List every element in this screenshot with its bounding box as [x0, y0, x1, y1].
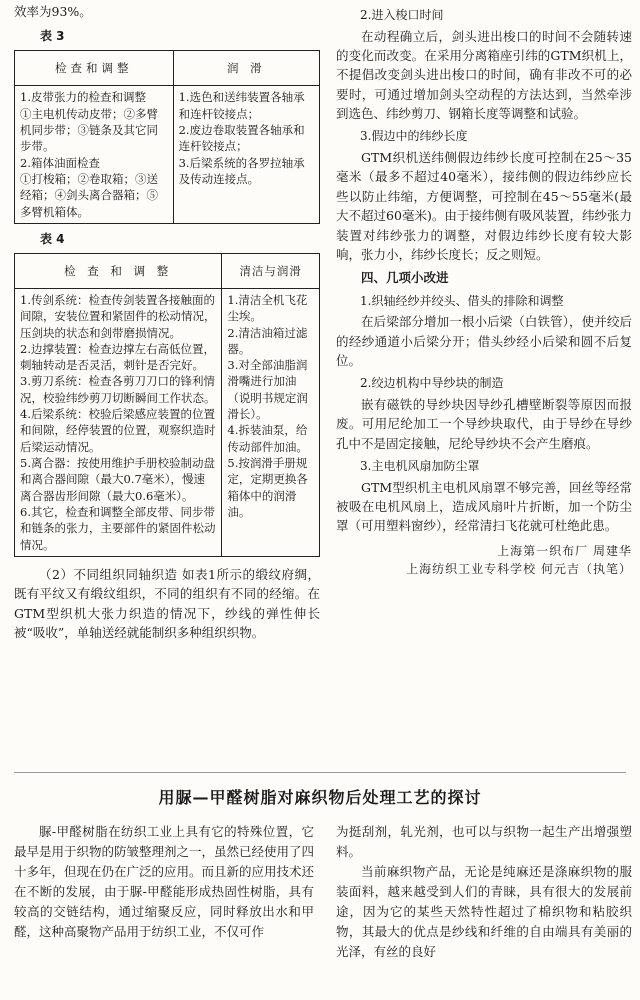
table3-header-right: 润 滑 [173, 50, 319, 85]
table4-left-cell [15, 288, 222, 556]
article-title: 用脲—甲醛树脂对麻织物后处理工艺的探讨 [158, 788, 482, 807]
section-4-title: 四、几项小改进 [361, 270, 449, 286]
table4-label: 表 4 [40, 231, 65, 246]
table4-right-line: 2.清洁油箱过滤器。 [227, 325, 308, 356]
table3-right-line: 3.后梁系统的各罗拉轴承及传动连接点。 [178, 155, 305, 186]
improvement-1-title: 1.织轴经纱并绞头、借头的排除和调整 [360, 293, 564, 308]
table3-left-line: 2.箱体油面检查 [20, 155, 100, 170]
article-right-paragraph-1: 为挺刮剂，轧光剂，也可以与织物一起生产出增强塑料。 [336, 824, 632, 859]
table4-left-line: 5.离合器：按使用维护手册校验制动盘和离合器间隙（最大0.7毫米），慢速离合器齿形间隙（最大0.6毫米）。 [20, 456, 215, 503]
article-right-column [336, 822, 632, 962]
article-right-paragraph-2: 当前麻织物产品，无论是纯麻还是涤麻织物的服装面料，越来越受到人们的青睐，具有很大的发展前途，因为它的某些天然特性超过了棉织物和粘胶织物，其最大的优点是纱线和纤维的自由端具有美丽的光泽，有丝的良好 [336, 864, 632, 959]
table4-right-cell [222, 288, 320, 556]
table3-header-left: 检查和调整 [15, 50, 174, 85]
table4-right-line: 5.按润滑手册规定，定期更换各箱体中的润滑油。 [227, 456, 308, 520]
efficiency-line: 效率为93%。 [14, 4, 92, 19]
left-column [14, 2, 320, 643]
table3-left-line: 1.皮带张力的检查和调整 [20, 90, 146, 105]
table3-left-line: ①主电机传动皮带；②多臂机同步带；③链条及其它同步带。 [20, 106, 158, 154]
table4-left-line: 1.传剑系统：检查传剑装置各接触面的间隙，安装位置和紧固件的松动情况，压剑块的状态和剑带磨损情况。 [20, 292, 216, 340]
section-2-title: 2.进入梭口时间 [360, 8, 444, 22]
table4-right-line: 1.清洁全机飞花尘埃。 [227, 292, 308, 324]
table3-right-line: 1.选色和送纬装置各轴承和连杆铰接点； [178, 90, 305, 121]
table3-left-line: ①打梭箱；②卷取箱；③送经箱；④剑头离合器箱；⑤多臂机箱体。 [20, 171, 158, 219]
table3-right-cell [173, 86, 319, 224]
improvement-2-text: 嵌有磁铁的导纱块因导纱孔槽壁断裂等原因而报废。可用尼纶加工一个导纱块取代，由于导纱在导纱孔中不是固定接触，尼纶导纱块不会产生磨痕。 [336, 397, 632, 451]
table3 [14, 50, 320, 224]
table3-right-line: 2.废边卷取装置各轴承和连杆铰接点； [178, 122, 305, 154]
section-2-text: 在动程确立后，剑头进出梭口的时间不会随转速的变化而改变。在采用分离箱座引纬的GTM织机上，不提倡改变剑头进出梭口的时间，确有非改不可的必要时，可通过增加剑头空动程的方法达到，当然牵涉到选色、纬纱剪刀、钢箱长度等调整和试验。 [336, 28, 632, 122]
weave-paragraph: （2）不同组织同轴织造 如表1所示的缎纹府绸，既有平纹又有缎纹组织，不同的组织有不同的经缩。在GTM型织机大张力织造的情况下，纱线的弹性伸长被“吸收”，单轴送经就能制织多种组织织物。 [14, 567, 320, 641]
improvement-1-text: 在后梁部分增加一根小后梁（白铁管），使并绞后的经纱通道小后梁分开；借头纱经小后梁和圆不后复位。 [336, 314, 632, 369]
table4-header-left: 检 查 和 调 整 [15, 253, 222, 288]
table3-left-cell [15, 86, 174, 224]
table4 [14, 253, 320, 558]
article-left-text: 脲-甲醛树脂在纺织工业上具有它的特殊位置，它最早是用于织物的防皱整理剂之一，虽然已经使用了四十多年，但现在仍在广泛的应用。而且新的应用技术还在不断的发展，由于脲-甲醛能形成热固性树脂，具有较高的交链结构，通过缩聚反应，同时释放出水和甲醛，这种高聚物产品用于纺织工业，不仅可作 [14, 824, 315, 939]
article-left-column [14, 822, 314, 942]
author-signature-1: 上海第一织布厂 周建华 [497, 543, 632, 558]
section-divider [14, 772, 626, 773]
table4-header-right: 清洁与润滑 [222, 253, 320, 288]
section-3-text: GTM织机送纬侧假边纬纱长度可控制在25～35毫米（最多不超过40毫米），接纬侧的假边纬纱应长些以防止纬缩，方便调整，可控制在45～55毫米(最大不超过60毫米)。由于接纬侧有吸风装置，纬纱张力装置对纬纱张力的调整，对假边纬纱长度有较大影响，张力小，纬纱长度长；反之则短。 [336, 150, 632, 262]
improvement-3-text: GTM型织机主电机风扇罩不够完善，回丝等经常被吸在电机风扇上，造成风扇叶片折断，加一个防尘罩（可用塑料窗纱），经常清扫飞花就可杜绝此患。 [336, 479, 632, 534]
table4-left-line: 4.后梁系统：校验后梁感应装置的位置和间隙，经停装置的位置，观察织造时后梁运动情况。 [20, 407, 216, 454]
table4-right-line: 4.拆装油泵，给传动部件加油。 [227, 423, 308, 454]
improvement-2-title: 2.绞边机构中导纱块的制造 [360, 376, 504, 391]
table4-left-line: 2.边撑装置：检查边撑左右高低位置，刺轴转动是否灵活，刺针是否完好。 [20, 341, 215, 373]
section-3-title: 3.假边中的纬纱长度 [360, 129, 468, 144]
improvement-3-title: 3.主电机风扇加防尘罩 [360, 459, 480, 474]
table4-left-line: 3.剪刀系统：检查各剪刀刀口的锋利情况，校验纬纱剪刀切断瞬间工作状态。 [20, 374, 216, 405]
table4-left-line: 6.其它，检查和调整全部皮带、同步带和链条的张力，主要部件的紧固件松动情况。 [20, 505, 216, 552]
author-signature-2: 上海纺织工业专科学校 何元吉（执笔） [406, 562, 632, 577]
table4-right-line: 3.对全部油脂润滑嘴进行加油（说明书规定润滑长）。 [227, 358, 308, 422]
right-column [336, 2, 632, 579]
table3-label: 表 3 [40, 29, 65, 44]
